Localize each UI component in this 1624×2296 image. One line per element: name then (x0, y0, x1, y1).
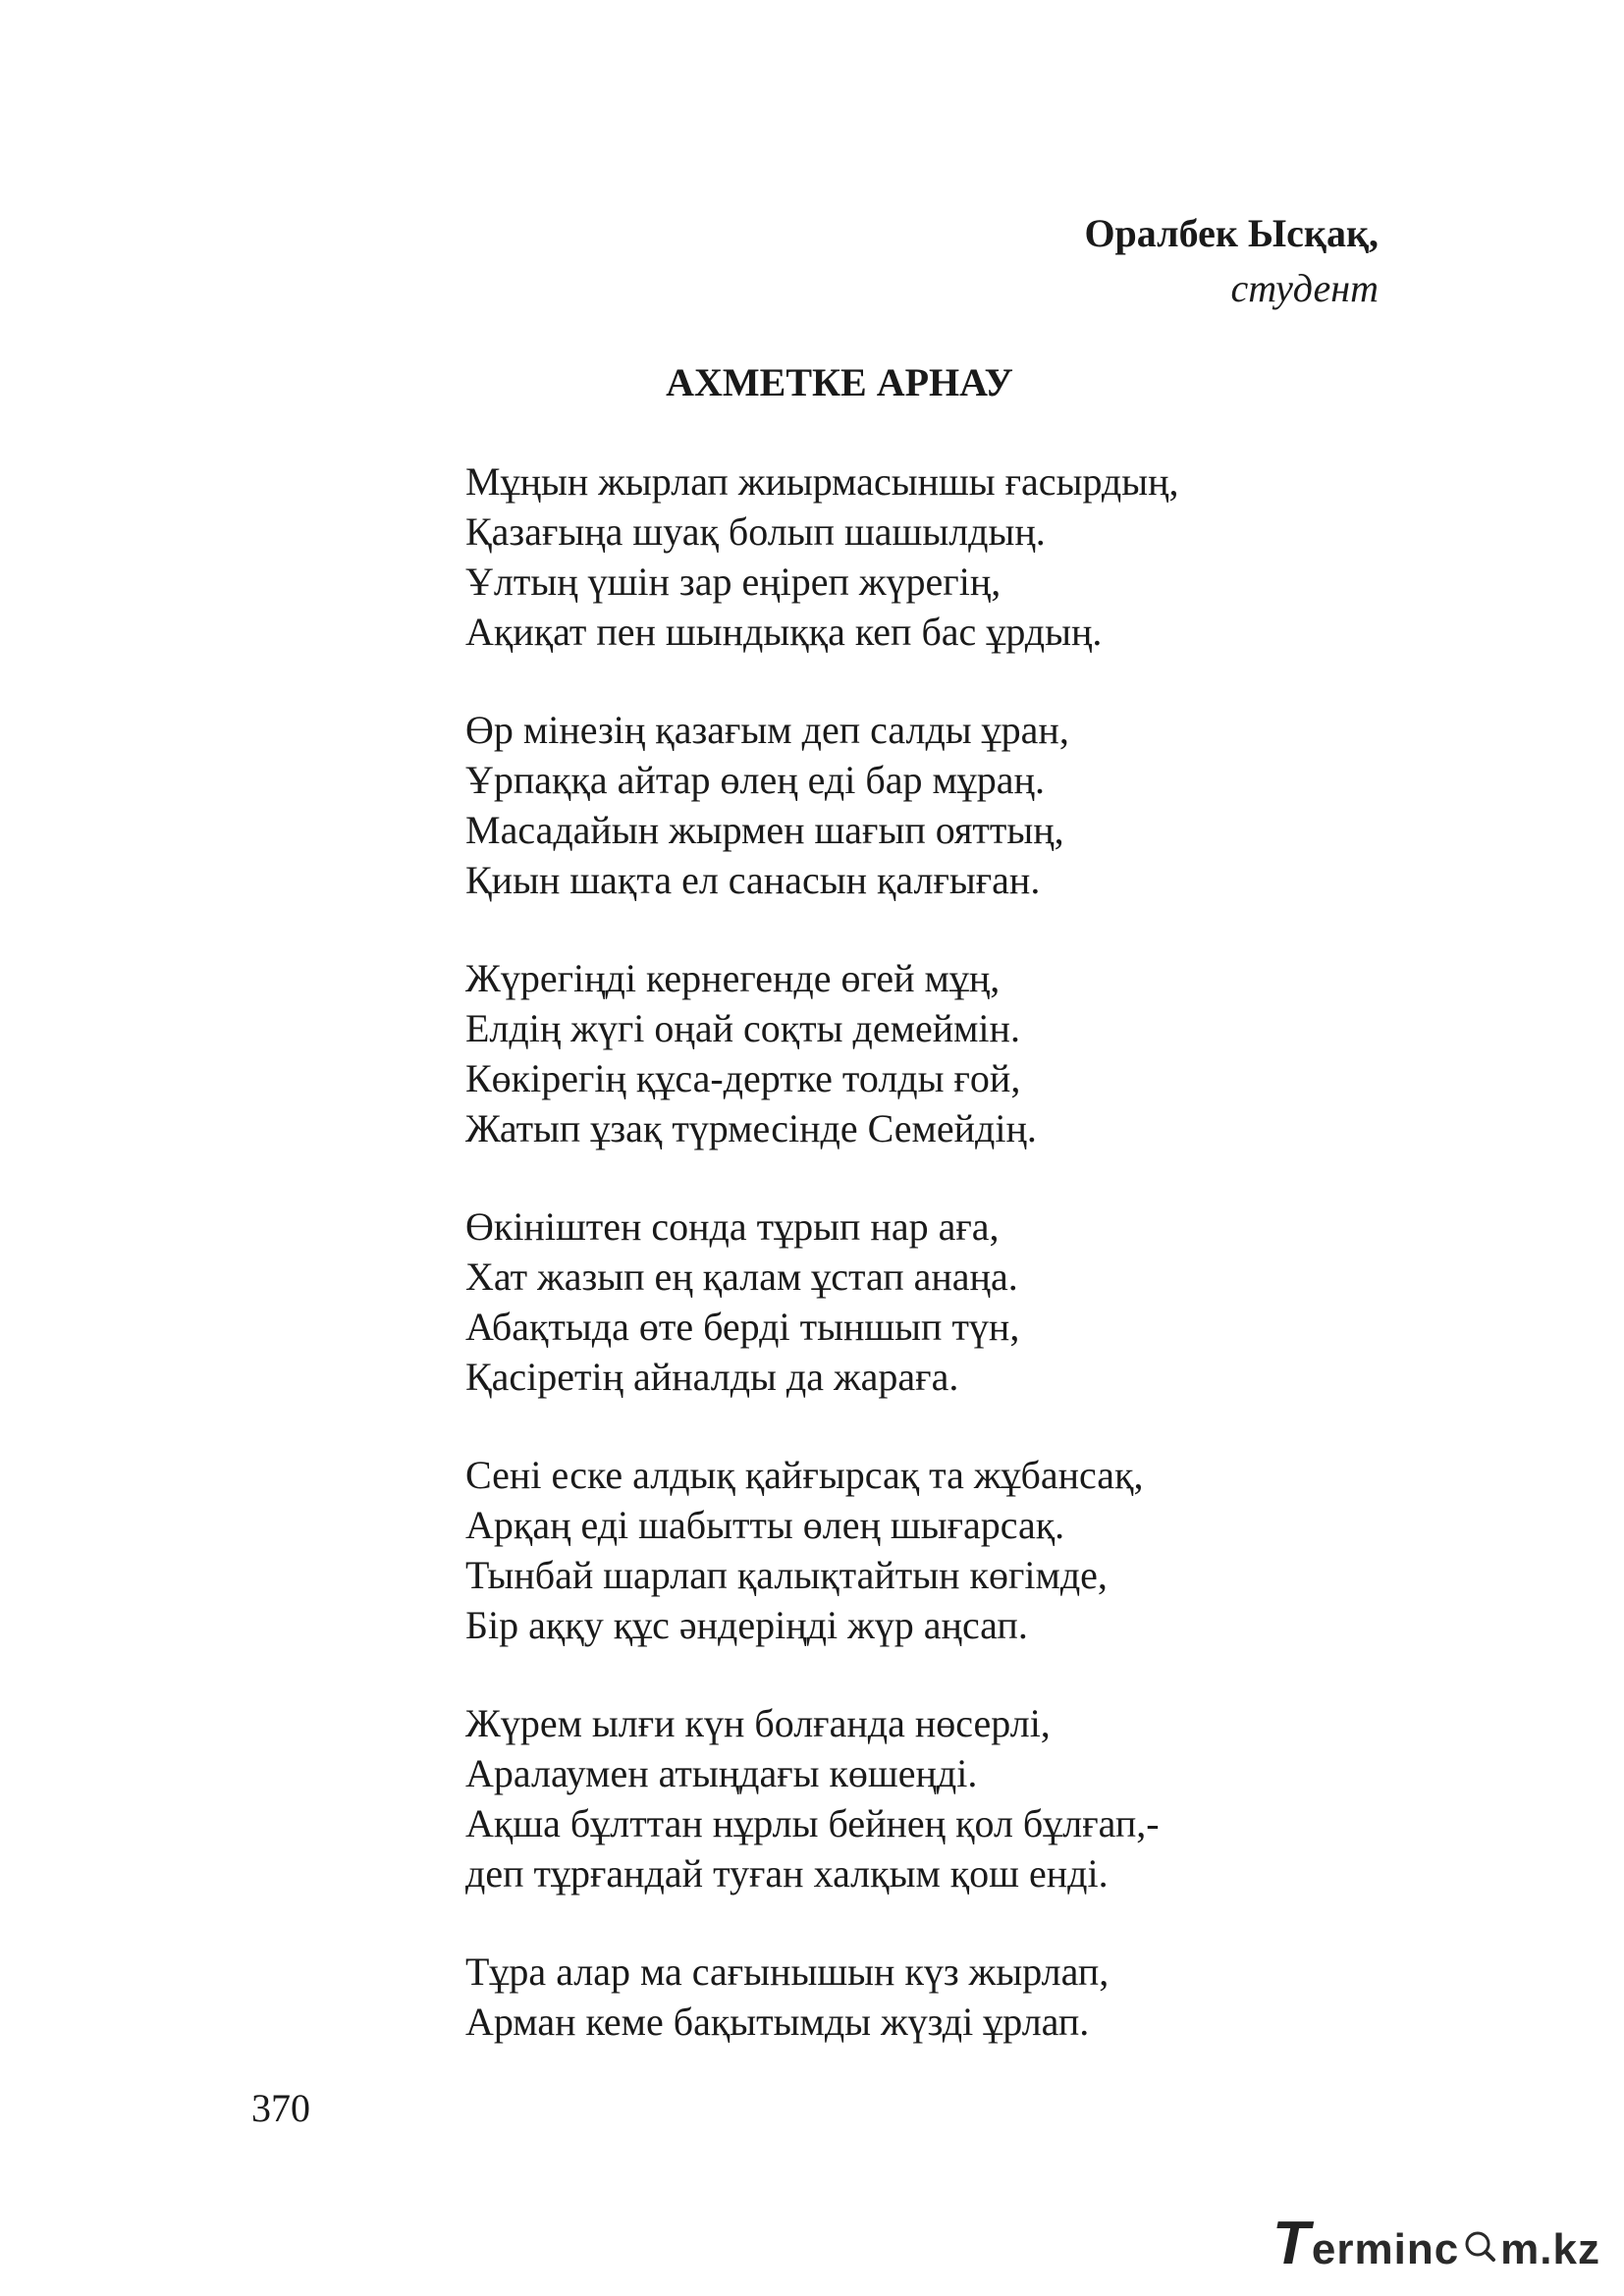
poem-line: Қасіретің айналды да жараға. (465, 1355, 959, 1399)
poem-line: Бір аққу құс әндеріңді жүр аңсап. (465, 1603, 1028, 1647)
page-number: 370 (251, 2086, 310, 2130)
stanza (465, 456, 1349, 657)
poem-line: деп тұрғандай туған халқым қош енді. (465, 1851, 1109, 1896)
poem-line: Ақша бұлттан нұрлы бейнең қол бұлғап,- (465, 1801, 1160, 1845)
watermark-initial: T (1272, 2210, 1310, 2277)
author-block (1084, 206, 1379, 316)
poem-line: Масадайын жырмен шағып ояттың, (465, 808, 1064, 852)
stanza (465, 1450, 1349, 1650)
poem-line: Қиын шақта ел санасын қалғыған. (465, 858, 1041, 902)
poem-line: Аралаумен атыңдағы көшеңді. (465, 1751, 978, 1795)
poem-line: Абақтыда өте берді тыншып түн, (465, 1305, 1020, 1349)
poem-line: Қазағыңа шуақ болып шашылдың. (465, 509, 1046, 554)
watermark-domain: m.kz (1500, 2225, 1600, 2273)
poem-line: Хат жазып ең қалам ұстап анаңа. (465, 1255, 1018, 1299)
poem-line: Ұлтың үшін зар еңіреп жүрегің, (465, 560, 1001, 604)
stanza (465, 1698, 1349, 1898)
author-name: Оралбек Ысқақ, (1084, 211, 1379, 255)
poem-line: Мұңын жырлап жиырмасыншы ғасырдың, (465, 459, 1179, 504)
poem-line: Сені еске алдық қайғырсақ та жұбансақ, (465, 1453, 1144, 1497)
stanza (465, 953, 1349, 1153)
poem-line: Көкірегің құса-дертке толды ғой, (465, 1056, 1021, 1100)
magnifier-o-icon (1460, 2224, 1499, 2264)
poem-title: АХМЕТКЕ АРНАУ (666, 360, 1013, 404)
stanza (465, 1947, 1349, 2047)
poem-line: Жатып ұзақ түрмесінде Семейдің. (465, 1106, 1037, 1150)
poem-line: Тұра алар ма сағынышын күз жырлап, (465, 1949, 1110, 1994)
poem-body (465, 456, 1349, 2095)
stanza (465, 1201, 1349, 1402)
poem-line: Өкініштен сонда тұрып нар аға, (465, 1204, 1000, 1249)
watermark-text: erminc (1311, 2225, 1460, 2273)
stanza (465, 705, 1349, 905)
poem-line: Жүрем ылғи күн болғанда нөсерлі, (465, 1701, 1051, 1745)
poem-line: Ұрпаққа айтар өлең еді бар мұраң. (465, 758, 1045, 802)
poem-line: Арқаң еді шабытты өлең шығарсақ. (465, 1503, 1065, 1547)
poem-line: Жүрегіңді кернегенде өгей мұң, (465, 956, 1001, 1000)
watermark-logo (1272, 2209, 1600, 2278)
poem-line: Арман кеме бақытымды жүзді ұрлап. (465, 2000, 1090, 2044)
poem-line: Өр мінезің қазағым деп салды ұран, (465, 708, 1069, 752)
author-role: студент (1230, 266, 1379, 310)
poem-line: Тынбай шарлап қалықтайтын көгімде, (465, 1553, 1108, 1597)
poem-line: Елдің жүгі оңай соқты демеймін. (465, 1006, 1020, 1050)
poem-line: Ақиқат пен шындыққа кеп бас ұрдың. (465, 610, 1103, 654)
